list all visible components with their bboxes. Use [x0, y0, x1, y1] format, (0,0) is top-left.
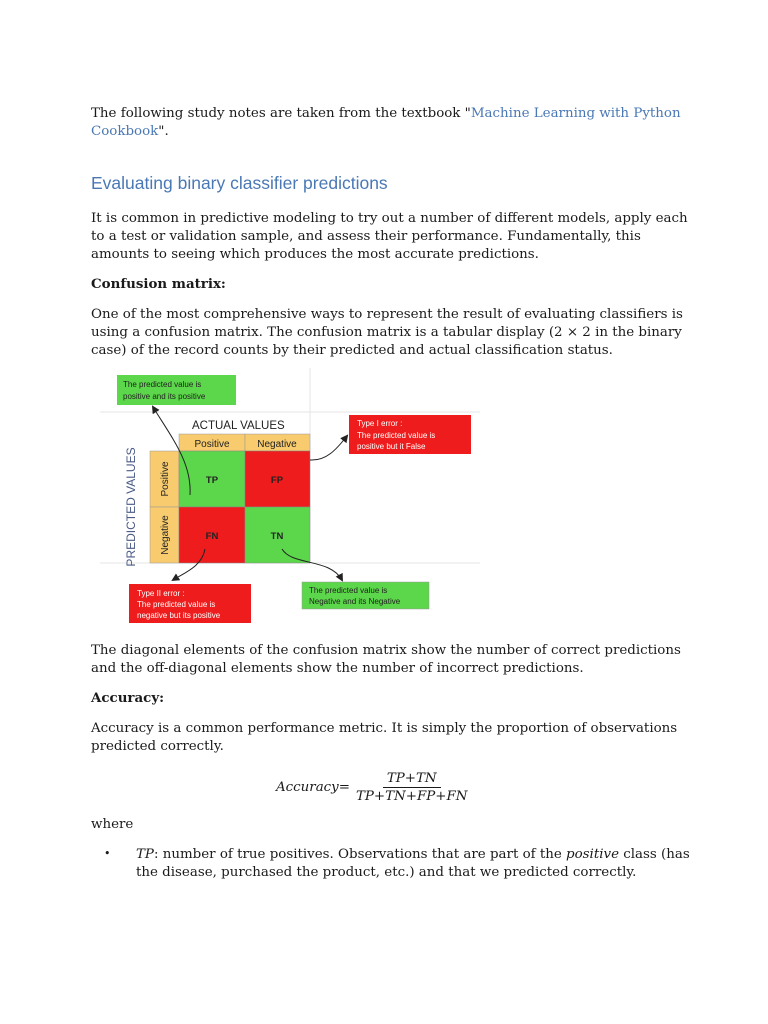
col-negative-label: Negative — [257, 439, 297, 450]
note-fp-line1: Type I error : — [357, 419, 403, 428]
col-positive-label: Positive — [194, 439, 230, 450]
bullet-marker: • — [104, 847, 111, 860]
where-text: where — [91, 817, 134, 832]
note-tn-line1: The predicted value is — [309, 586, 388, 595]
note-tp-line2: positive and its positive — [123, 392, 206, 401]
paragraph-accuracy: Accuracy is a common performance metric. It is simply the proportion of observations predicted correctly. — [91, 721, 678, 754]
note-tn-line2: Negative and its Negative — [309, 597, 401, 606]
predicted-values-label: PREDICTED VALUES — [124, 447, 138, 567]
formula-fraction — [352, 771, 472, 804]
cell-tp-label: TP — [205, 475, 219, 486]
actual-values-label: ACTUAL VALUES — [192, 420, 285, 432]
section-heading: Evaluating binary classifier predictions — [91, 173, 388, 193]
row-negative-label: Negative — [160, 515, 171, 555]
intro-paragraph: The following study notes are taken from the textbook "Machine Learning with Python Cookbook". — [91, 106, 681, 139]
bullet-tp-definition: TP: number of true positives. Observations that are part of the positive class (has the disease, purchased the product, etc.) and that we predicted correctly. — [136, 847, 690, 880]
row-positive-label: Positive — [160, 461, 171, 497]
note-fn-line1: Type II error : — [137, 589, 185, 598]
intro-text: The following study notes are taken from the textbook " — [91, 106, 471, 121]
accuracy-formula — [276, 767, 472, 807]
note-fn-line2: The predicted value is — [137, 600, 216, 609]
note-fp-line3: positive but it False — [357, 442, 426, 451]
cell-tn-label: TN — [270, 531, 284, 542]
confusion-matrix-figure — [100, 368, 480, 628]
formula-lhs: Accuracy= — [276, 779, 350, 795]
formula-denominator: TP+TN+FP+FN — [355, 788, 468, 804]
note-fp-line2: The predicted value is — [357, 431, 436, 440]
cell-fp-label: FP — [270, 475, 284, 486]
book-title-link[interactable]: Machine Learning with Python Cookbook — [91, 106, 681, 139]
confusion-matrix-heading: Confusion matrix: — [91, 276, 226, 292]
note-fn-line3: negative but its positive — [137, 611, 221, 620]
cell-fn-label: FN — [205, 531, 219, 542]
accuracy-heading: Accuracy: — [91, 690, 165, 706]
paragraph-intro-modeling: It is common in predictive modeling to try out a number of different models, apply each to a test or validation sample, and assess their performance. Fundamentally, this amounts to seeing which produces the most accurate predictions. — [91, 211, 688, 262]
paragraph-confusion-matrix: One of the most comprehensive ways to represent the result of evaluating classifiers is using a confusion matrix. The confusion matrix is a tabular display (2 × 2 in the binary case) of the record counts by their predicted and actual classification status. — [91, 307, 683, 358]
paragraph-diagonal: The diagonal elements of the confusion matrix show the number of correct predictions and the off-diagonal elements show the number of incorrect predictions. — [91, 643, 681, 676]
arrow-fp — [310, 436, 347, 460]
formula-numerator: TP+TN — [383, 771, 441, 788]
bullet-term: TP — [136, 847, 154, 862]
bullet-emphasis: positive — [566, 847, 619, 862]
note-tp-line1: The predicted value is — [123, 380, 202, 389]
